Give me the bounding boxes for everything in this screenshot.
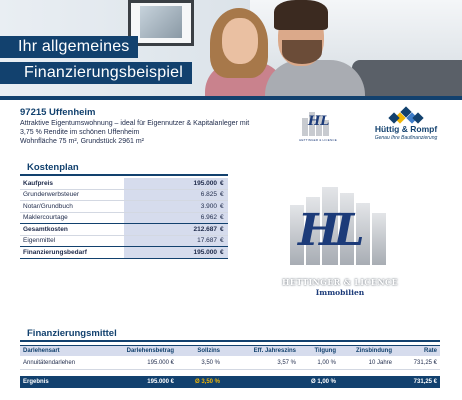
table-row [20, 213, 228, 225]
row-label: Notar/Grundbuch [23, 202, 73, 210]
col-header: Sollzins [197, 348, 220, 354]
hero-title-line1: Ihr allgemeines [0, 36, 138, 58]
property-desc-3: Wohnfläche 75 m², Grundstück 2961 m² [20, 138, 144, 145]
hl-logo-large [270, 175, 410, 315]
row-label: Maklercourtage [23, 214, 68, 222]
hero-title-line2: Finanzierungsbeispiel [0, 62, 192, 84]
hero-divider [0, 96, 462, 100]
cell: 3,50 % [201, 359, 220, 366]
diamond-icon [386, 108, 426, 122]
row-label: Finanzierungsbedarf [23, 248, 87, 256]
kostenplan-heading: Kostenplan [27, 162, 79, 173]
row-value: 6.962 [124, 213, 220, 224]
col-header: Eff. Jahreszins [253, 348, 296, 354]
table-row [20, 201, 228, 213]
hl-logo-letters: HL [298, 205, 359, 256]
col-header: Tilgung [314, 348, 336, 354]
table-row [20, 247, 228, 259]
row-value: 6.825 [124, 190, 220, 201]
hl-logo-small [300, 110, 334, 138]
man-body [265, 60, 365, 97]
total-tilgung: Ø 1,00 % [310, 379, 336, 385]
cell: 1,00 % [317, 359, 336, 366]
row-currency: € [220, 247, 228, 258]
hl-logo-sub: Immobilien [315, 288, 365, 297]
row-currency: € [220, 201, 228, 212]
table-row [20, 190, 228, 202]
kostenplan-underline [20, 174, 228, 176]
col-header: Darlehensbetrag [126, 348, 174, 354]
huettig-rompf-tagline: Genau Ihre Baufinanzierung [374, 135, 438, 141]
total-rate: 731,25 € [413, 379, 437, 385]
wall-picture-art [140, 6, 182, 38]
huettig-rompf-logo [368, 108, 444, 148]
finanzierung-heading: Finanzierungsmittel [27, 328, 117, 339]
row-value: 17.687 [124, 236, 220, 247]
finanzierung-table [20, 345, 440, 388]
row-currency: € [220, 190, 228, 201]
property-title: 97215 Uffenheim [20, 107, 96, 118]
total-row [20, 376, 440, 388]
cell: Annuitätendarlehen [23, 359, 76, 366]
total-label: Ergebnis [23, 379, 49, 385]
col-header: Darlehensart [23, 348, 60, 354]
hl-logo-name: HETTINGER & LICENCE [281, 277, 398, 287]
row-currency: € [220, 224, 228, 235]
man-beard [282, 40, 322, 64]
row-value: 195.000 [124, 247, 220, 258]
woman-face [222, 18, 258, 64]
col-header: Zinsbindung [356, 348, 392, 354]
col-header: Rate [423, 348, 437, 354]
row-label: Eigenmittel [23, 237, 56, 245]
property-info [20, 107, 290, 146]
row-value: 3.900 [124, 201, 220, 212]
row-currency: € [220, 213, 228, 224]
hl-logo-small-name: HETTINGER & LICENCE [299, 138, 337, 142]
table-row [20, 236, 228, 248]
total-amount: 195.000 € [147, 379, 174, 385]
kostenplan-table [20, 178, 228, 259]
row-value: 195.000 [124, 178, 220, 189]
table-row [20, 356, 440, 370]
table-row [20, 224, 228, 236]
row-currency: € [220, 178, 228, 189]
cell: 3,57 % [277, 359, 296, 366]
cell: 10 Jahre [368, 359, 392, 366]
row-label: Grunderwerbsteuer [23, 191, 79, 199]
total-sollzins: Ø 3,50 % [194, 379, 220, 385]
row-currency: € [220, 236, 228, 247]
huettig-rompf-name: Hüttig & Rompf [374, 124, 438, 134]
sofa [352, 60, 462, 97]
property-desc-1: Attraktive Eigentumswohnung – ideal für Eigennutzer & Kapitalanleger mit [20, 120, 250, 127]
table-header [20, 345, 440, 356]
hl-logo-small-letters: HL [308, 114, 330, 129]
cell: 195.000 € [147, 359, 174, 366]
table-row [20, 178, 228, 190]
row-value: 212.687 [124, 224, 220, 235]
row-label: Gesamtkosten [23, 225, 68, 233]
hero-image [0, 0, 462, 97]
man-hair [274, 0, 328, 30]
property-desc-2: 3,75 % Rendite im schönen Uffenheim [20, 129, 140, 136]
cell: 731,25 € [413, 359, 437, 366]
row-label: Kaufpreis [23, 179, 53, 187]
finanzierung-underline [20, 340, 440, 342]
